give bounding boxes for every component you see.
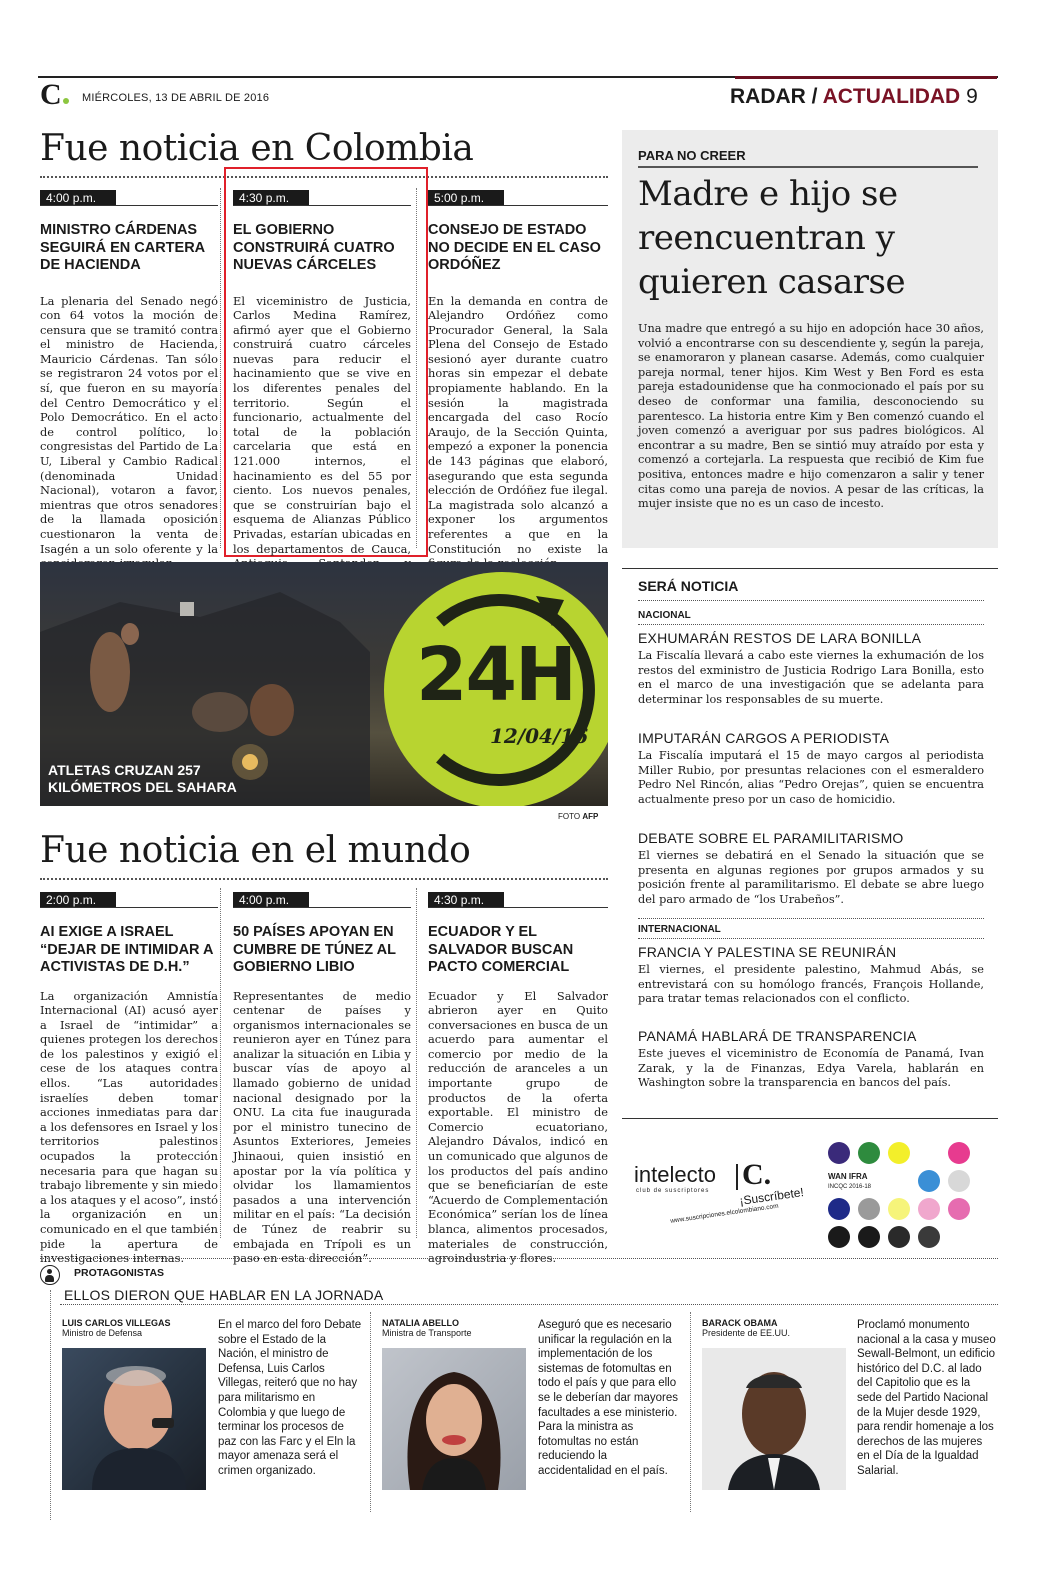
person-icon	[40, 1265, 60, 1285]
mundo-title: Fue noticia en el mundo	[40, 830, 471, 871]
caption-line: KILÓMETROS DEL SAHARA	[48, 779, 237, 795]
sera-noticia-rule	[622, 568, 998, 569]
protagonistas-subtitle: ELLOS DIERON QUE HABLAR EN LA JORNADA	[64, 1287, 384, 1303]
para-no-creer-tag: PARA NO CREER	[638, 148, 746, 163]
item-headline: DEBATE SOBRE EL PARAMILITARISMO	[638, 830, 904, 846]
color-dot	[888, 1226, 910, 1248]
news-article	[40, 892, 218, 1266]
protagonist-profile	[382, 1318, 532, 1338]
logo-dot-icon	[63, 98, 69, 104]
item-body: Este jueves el viceministro de Economía de Panamá, Ivan Zarak, y la de Finanzas, Edya Varela, hablarán en Washington sobre la transparencia en bancos del país.	[638, 1047, 984, 1089]
article-body: Ecuador y El Salvador abrieron ayer en Quito conversaciones en busca de un acuerdo para aumentar el comercio por medio de la reducción de aranceles a un importante grupo de productos de la oferta exportable. El ministro de Comercio ecuatoriano, Alejandro Dávalos, indicó en un comunicado que algunos de los productos del país andino que se beneficiarían de este “Acuerdo de Complementación Económica” serían los de línea blanca, alimentos procesados, materiales de construcción, agroindustria y flores.	[428, 988, 608, 1266]
ad-divider	[736, 1164, 738, 1190]
ad-brand: intelecto	[634, 1162, 716, 1187]
category-label: NACIONAL	[638, 610, 691, 621]
article-body: El viceministro de Justicia, Carlos Medina Ramírez, afirmó ayer que el Gobierno construirá cuatro cárceles nuevas para reducir el hacinamiento que se vive en los diferentes penales del territorio. Según el funcionario, actualmente del total de la población carcelaria que está en 121.000 internos, el hacinamiento es del 55 por ciento. Los nuevos penales, que se construirían bajo el esquema de Alianzas Público Privadas, estarían ubicadas en los departamentos de Cauca,	[233, 293, 411, 556]
color-calibration	[824, 1138, 984, 1254]
badge-date: 12/04/16	[490, 724, 589, 748]
badge-text: 24H	[416, 632, 575, 718]
protagonist-statement: Aseguró que es necesario unificar la regulación en la implementación de los sistemas de fotomultas en todo el país y que para ello se le deberían dar mayores facultades a ese ministerio. Para la ministra as fotomultas no están reduciendo la accidentalidad en el país.	[538, 1319, 678, 1477]
time-badge: 2:00 p.m.	[40, 892, 116, 908]
sera-noticia-item	[638, 1028, 984, 1091]
section-separator: /	[811, 85, 818, 108]
article-body: La plenaria del Senado negó con 64 votos la moción de censura que se tramitó contra el ministro de Hacienda, Mauricio Cárdenas. Tan sólo se registraron 24 votos por el sí, que fueron en su mayoría del Centro Democrático y el Polo Democrático. En el acto de control político, lo congresistas del Partido de La U, Liberal y Cambio Radical (denominada Unidad Nacional), votaron a favor, mientras que otros senadores de la llamada oposición cuestionaron la venta de Isagén a un solo oferente y la	[40, 293, 218, 556]
para-no-creer-headline: Madre e hijo se reencuentran y quieren casarse	[638, 174, 906, 302]
article-body: Representantes de medio centenar de países y organismos internacionales se reunieron ayer en Túnez para analizar la situación en Libia y buscar vías de apoyo al llamado gobierno de unidad nacional designado por la ONU. La cita fue inaugurada por el ministro tunecino de Asuntos Exteriores, Jemeies Jhinaoui, quien insistió en apostar por la vía política y olvidar los llamamientos pasados a una intervención militar en el país: “La decisión de Túnez de reabrir su embajada en Trípoli es un paso en esta dirección”.	[233, 988, 411, 1266]
item-headline: PANAMÁ HABLARÁ DE TRANSPARENCIA	[638, 1028, 917, 1044]
section-rule	[735, 76, 997, 79]
protagonist-name: BARACK OBAMA	[702, 1318, 778, 1328]
color-dot	[948, 1170, 970, 1192]
para-no-creer-body: Una madre que entregó a su hijo en adopción hace 30 años, volvió a encontrarse con su descendiente y, según la pareja, se enamoraron y planean casarse. Además, como cualquier pareja normal, tener hijos. Kim West y Ben Ford es esta pareja estadounidense que ha conmocionado el país por su deseo de conformar una familia, desconociendo su parentesco. La historia entre Kim y Ben comenzó cuando el joven comenzó a averiguar por sus padres biológicos. Al encontrar a su madre, Ben se sintió muy atraído por esta y comenzó a cortejarla. La respuesta que recibió de Kim fue positiva, entonces madre e hijo comenzaron a salir y tener citas como una pareja de novios. A pesar de las críticas, la mujer insiste que no es un caso de incesto.	[638, 322, 984, 511]
newspaper-logo: C	[40, 78, 62, 111]
article-headline: ECUADOR Y EL SALVADOR BUSCAN PACTO COMERCIAL	[428, 924, 574, 975]
item-body: La Fiscalía imputará el 15 de mayo cargos al periodista Miller Rubio, por presuntas relaciones con el esmeraldero Pedro Nel Rincón, alias “Pedro Orejas”, quien se encuentra actualmente preso por un caso de homicidio.	[638, 749, 984, 806]
wan-label: WAN IFRA	[828, 1172, 868, 1181]
sera-noticia-divider	[638, 600, 984, 601]
sera-noticia-item	[638, 730, 984, 807]
protagonist-name: NATALIA ABELLO	[382, 1318, 459, 1328]
color-dot	[918, 1170, 940, 1192]
category-divider	[638, 938, 984, 939]
article-headline: CONSEJO DE ESTADO NO DECIDE EN EL CASO ORDÓÑEZ	[428, 222, 601, 273]
color-dot	[918, 1198, 940, 1220]
color-dot	[828, 1142, 850, 1164]
sera-noticia-item	[638, 630, 984, 707]
color-dot	[918, 1226, 940, 1248]
portrait-illustration	[382, 1348, 526, 1490]
protagonist-role: Ministro de Defensa	[62, 1328, 143, 1338]
column-divider	[416, 888, 417, 1238]
protagonist-photo	[382, 1348, 526, 1490]
protagonist-photo	[702, 1348, 846, 1490]
section-header	[730, 85, 978, 109]
item-body: La Fiscalía llevará a cabo este viernes la exhumación de los restos del exministro de Justicia Rodrigo Lara Bonilla, esto en el marco de una investigación que se adelanta para determinar los responsables de su muerte.	[638, 649, 984, 706]
item-headline: EXHUMARÁN RESTOS DE LARA BONILLA	[638, 630, 922, 646]
time-badge: 4:00 p.m.	[233, 892, 309, 908]
news-article	[233, 892, 411, 1266]
color-dot	[858, 1142, 880, 1164]
news-article	[428, 190, 608, 571]
section-name: RADAR	[730, 85, 806, 108]
protagonistas-sub-rule	[60, 1304, 998, 1305]
color-dot	[828, 1198, 850, 1220]
color-dot	[888, 1142, 910, 1164]
protagonist-statement: En el marco del foro Debate sobre el Estado de la Nación, el ministro de Defensa, Luis Carlos Villegas, reiteró que no hay para militarismo en Colombia y que luego de terminar los procesos de paz con las Farc y el Eln la mayor amenaza será el crimen organizado.	[218, 1319, 362, 1477]
color-dot	[948, 1142, 970, 1164]
item-headline: FRANCIA Y PALESTINA SE REUNIRÁN	[638, 944, 897, 960]
column-divider	[416, 188, 417, 548]
ad-cta: ¡Suscríbete!	[738, 1185, 805, 1208]
credit-label: FOTO	[558, 812, 581, 821]
item-headline: IMPUTARÁN CARGOS A PERIODISTA	[638, 730, 890, 746]
article-headline: EL GOBIERNO CONSTRUIRÁ CUATRO NUEVAS CÁRCELES	[233, 222, 395, 273]
color-dot	[858, 1226, 880, 1248]
protagonistas-side-rule	[50, 1290, 51, 1520]
protagonist-role: Ministra de Transporte	[382, 1328, 472, 1338]
tag-rule	[638, 166, 978, 168]
sera-noticia-bottom-rule	[622, 1118, 998, 1119]
category-divider	[638, 918, 984, 919]
time-badge: 4:30 p.m.	[233, 190, 309, 206]
portrait-illustration	[62, 1348, 206, 1490]
color-dot	[888, 1198, 910, 1220]
protagonistas-rule	[40, 1258, 998, 1259]
color-dot	[858, 1198, 880, 1220]
article-body: En la demanda en contra de Alejandro Ordóñez como Procurador General, la Sala Plena del Consejo de Estado sesionó ayer durante cuatro horas sin empezar el debate propiamente hablando. En la sesión la magistrada encargada del caso Rocío Araujo, de la Sección Quinta, empezó a exponer la ponencia de 143 páginas que elaboró, asegurando que esta segunda elección de Ordóñez fue ilegal. La magistrada solo alcanzó a exponer los argumentos referentes a que en la Constitución no existe la	[428, 293, 608, 556]
time-badge: 5:00 p.m.	[428, 190, 504, 206]
item-body: El viernes, el presidente palestino, Mahmud Abás, se entrevistará con su homólogo francés, François Hollande, para tratar temas relacionados con el conflicto.	[638, 963, 984, 1005]
protagonist-role: Presidente de EE.UU.	[702, 1328, 791, 1338]
category-divider	[638, 624, 984, 625]
item-body: El viernes se debatirá en el Senado la situación que se presenta en algunas regiones por grupos armados y su posición frente al paramilitarismo. El debate se abre luego del paro armado de “los Urabeños”.	[638, 849, 984, 906]
caption-line: ATLETAS CRUZAN 257	[48, 762, 201, 778]
news-article	[428, 892, 608, 1266]
protagonistas-tag: PROTAGONISTAS	[74, 1267, 165, 1279]
page-number: 9	[966, 85, 978, 108]
article-headline: 50 PAÍSES APOYAN EN CUMBRE DE TÚNEZ AL GOBIERNO LIBIO	[233, 924, 396, 975]
photo-credit	[558, 812, 598, 821]
wan-sub: INCQC 2016-18	[828, 1184, 872, 1190]
column-divider	[690, 1312, 691, 1512]
colombia-title: Fue noticia en Colombia	[40, 128, 474, 169]
credit-source: AFP	[582, 812, 599, 821]
subscription-ad[interactable]	[632, 1138, 808, 1248]
column-divider	[220, 188, 221, 548]
ad-brand-sub: club de suscriptores	[636, 1188, 710, 1194]
subsection-name: ACTUALIDAD	[822, 85, 961, 108]
category-label: INTERNACIONAL	[638, 924, 721, 935]
mundo-divider	[40, 878, 608, 880]
photo-caption	[48, 762, 237, 796]
news-article	[233, 190, 411, 585]
sera-noticia-item	[638, 830, 984, 907]
protagonist-profile	[702, 1318, 852, 1338]
news-photo	[40, 562, 608, 806]
color-dot	[828, 1226, 850, 1248]
protagonist-photo	[62, 1348, 206, 1490]
color-dot	[948, 1198, 970, 1220]
time-badge: 4:30 p.m.	[428, 892, 504, 908]
protagonist-name: LUIS CARLOS VILLEGAS	[62, 1318, 171, 1328]
column-divider	[220, 888, 221, 1238]
issue-date: MIÉRCOLES, 13 DE ABRIL DE 2016	[82, 92, 270, 104]
protagonist-profile	[62, 1318, 212, 1338]
ad-logo: C.	[742, 1158, 772, 1191]
protagonist-statement: Proclamó monumento nacional a la casa y museo Sewall-Belmont, un edificio histórico del D.C. al lado del Capitolio que es la sede del Partido Nacional de la Mujer desde 1929, para rendir homenaje a los derechos de las mujeres en el Día de la Igualdad Salarial.	[857, 1319, 996, 1477]
time-badge: 4:00 p.m.	[40, 190, 116, 206]
article-body: La organización Amnistía Internacional (AI) acusó ayer a Israel de “intimidar” a quienes protegen los derechos de los palestinos y exigió el cese de los ataques contra ellos. “Las autoridades israelíes deben tomar acciones inmediatas para dar a los defensores en Israel y los territorios palestinos ocupados la protección necesaria para que hagan su trabajo libremente y sin miedo a los ataques y el acoso”, instó la organización en un comunicado en el que también pide la apertura de investigaciones internas.	[40, 988, 218, 1266]
article-headline: AI EXIGE A ISRAEL “DEJAR DE INTIMIDAR A ACTIVISTAS DE D.H.”	[40, 924, 213, 975]
portrait-illustration	[702, 1348, 846, 1490]
column-divider	[370, 1312, 371, 1512]
article-headline: MINISTRO CÁRDENAS SEGUIRÁ EN CARTERA DE HACIENDA	[40, 222, 205, 273]
sera-noticia-item	[638, 944, 984, 1007]
sera-noticia-title: SERÁ NOTICIA	[638, 578, 739, 594]
news-article	[40, 190, 218, 571]
ad-url: www.suscripciones.elcolombiano.com	[669, 1202, 779, 1225]
